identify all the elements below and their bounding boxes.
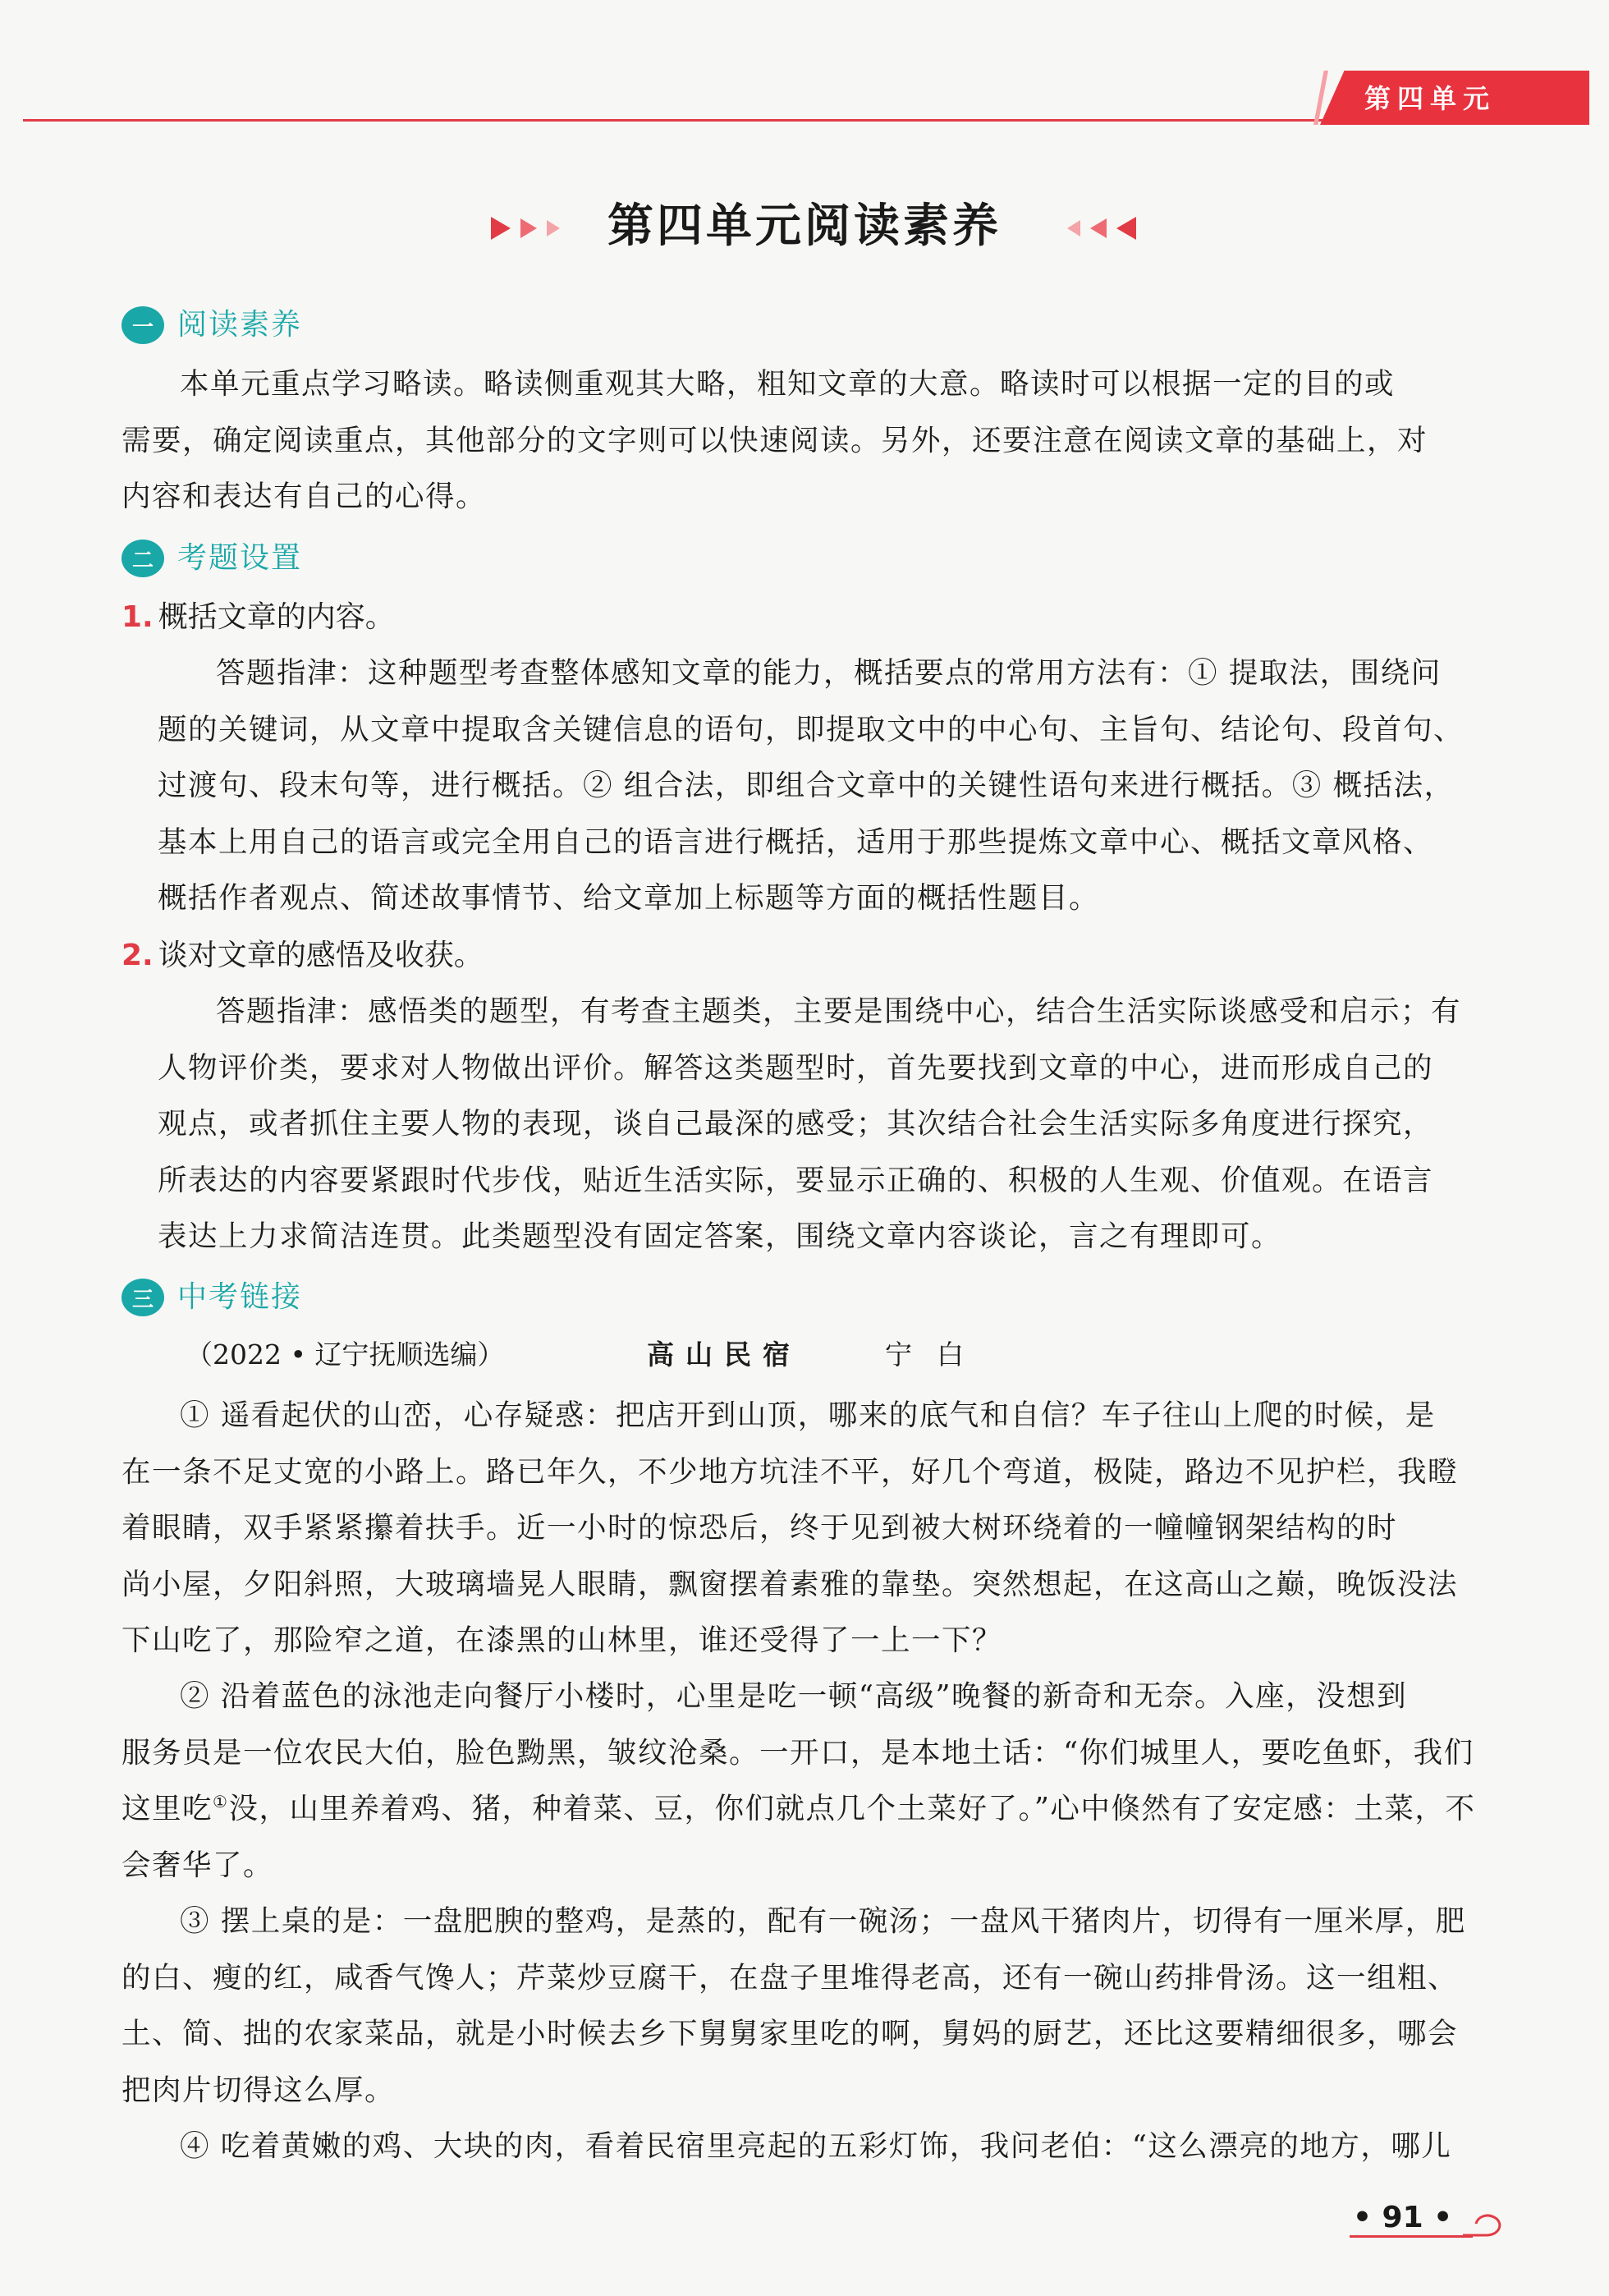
article-paragraph-3	[121, 1894, 1501, 2119]
unit-tab-label: 第四单元	[1364, 83, 1497, 114]
title-arrows-left-icon	[486, 212, 576, 245]
article-heading-row	[186, 1332, 1499, 1378]
footnote-marker: ①	[213, 1792, 229, 1812]
title-arrows-right-icon	[1051, 212, 1141, 245]
item-number: 1.	[121, 600, 154, 634]
article-paragraph-2	[121, 1669, 1501, 1894]
article-paragraph-4	[121, 2119, 1501, 2175]
article-title: 高山民宿	[647, 1339, 801, 1371]
section-heading-exam	[121, 535, 302, 581]
text-line: 的白、瘦的红，咸香气馋人；芹菜炒豆腐干，在盘子里堆得老高，还有一碗山药排骨汤。这一组粗、	[121, 1960, 1459, 1995]
footer-curl-icon	[1461, 2204, 1507, 2237]
text-line: 服务员是一位农民大伯，脸色黝黑，皱纹沧桑。一开口，是本地土话：“你们城里人，要吃鱼虾，我们	[121, 1735, 1474, 1770]
section-badge: 一	[121, 306, 164, 344]
text-line: 所表达的内容要紧跟时代步伐，贴近生活实际，要显示正确的、积极的人生观、价值观。在语言	[158, 1163, 1434, 1197]
page-title: 第四单元阅读素养	[607, 200, 1002, 253]
text-line: 土、简、拙的农家菜品，就是小时候去乡下舅舅家里吃的啊，舅妈的厨艺，还比这要精细很多，哪会	[121, 2017, 1459, 2050]
text-line: 人物评价类，要求对人物做出评价。解答这类题型时，首先要找到文章的中心，进而形成自己的	[158, 1050, 1434, 1085]
text-line: ② 沿着蓝色的泳池走向餐厅小楼时，心里是吃一顿“高级”晚餐的新奇和无奈。入座，没想到	[180, 1679, 1408, 1713]
item-label: 谈对文章的感悟及收获。	[158, 939, 484, 972]
article-paragraph-1	[121, 1388, 1501, 1669]
section-badge: 三	[121, 1279, 164, 1316]
text-line: 表达上力求简洁连贯。此类题型没有固定答案，围绕文章内容谈论，言之有理即可。	[158, 1219, 1282, 1253]
text-line: ④ 吃着黄嫩的鸡、大块的肉，看着民宿里亮起的五彩灯饰，我问老伯：“这么漂亮的地方，哪儿	[180, 2129, 1452, 2163]
text-line	[121, 1781, 1501, 1838]
article-author: 宁白	[885, 1339, 988, 1371]
text-line: 在一条不足丈宽的小路上。路已年久，不少地方坑洼不平，好几个弯道，极陡，路边不见护栏，我瞪	[121, 1454, 1459, 1489]
text-line: 会奢华了。	[121, 1848, 274, 1882]
item-label: 概括文章的内容。	[158, 600, 395, 634]
text-line: ③ 摆上桌的是：一盘肥腴的整鸡，是蒸的，配有一碗汤；一盘风干猪肉片，切得有一厘米厚，肥	[180, 1904, 1466, 1938]
item-number: 2.	[121, 939, 154, 972]
text-line: 着眼睛，双手紧紧攥着扶手。近一小时的惊恐后，终于见到被大树环绕着的一幢幢钢架结构的时	[121, 1511, 1398, 1545]
section1-paragraph	[121, 356, 1501, 526]
text-line: 内容和表达有自己的心得。	[121, 480, 487, 513]
text-line: 需要，确定阅读重点，其他部分的文字则可以快速阅读。另外，还要注意在阅读文章的基础上，对	[121, 423, 1428, 457]
section-heading-reading	[121, 302, 302, 348]
section-badge: 二	[121, 540, 164, 577]
section-title: 中考链接	[177, 1280, 303, 1314]
text-line: 观点，或者抓住主要人物的表现，谈自己最深的感受；其次结合社会生活实际多角度进行探究，	[158, 1107, 1434, 1141]
text-line: 答题指津：这种题型考查整体感知文章的能力，概括要点的常用方法有：① 提取法，围绕问	[216, 656, 1442, 690]
text-line: 下山吃了，那险窄之道，在漆黑的山林里，谁还受得了一上一下？	[121, 1623, 1003, 1657]
section-title: 考题设置	[177, 541, 303, 575]
header-rule	[23, 119, 1336, 122]
text-fragment: 这里吃	[121, 1792, 213, 1825]
text-line: 概括作者观点、简述故事情节、给文章加上标题等方面的概括性题目。	[158, 881, 1100, 915]
article-source: （2022 • 辽宁抚顺选编）	[186, 1339, 505, 1371]
footer-rule	[1350, 2235, 1473, 2238]
exam-item-1-guide	[158, 645, 1501, 927]
exam-item-2-guide	[158, 984, 1501, 1265]
text-line: 答题指津：感悟类的题型，有考查主题类，主要是围绕中心，结合生活实际谈感受和启示；有	[216, 994, 1462, 1028]
section-title: 阅读素养	[177, 308, 303, 342]
exam-item-2	[121, 933, 484, 979]
text-line: 把肉片切得这么厚。	[121, 2073, 396, 2107]
page-number: • 91 •	[1353, 2201, 1453, 2234]
text-line: 过渡句、段末句等，进行概括。② 组合法，即组合文章中的关键性语句来进行概括。③ 概括法，	[158, 769, 1455, 802]
text-line: 尚小屋，夕阳斜照，大玻璃墙晃人眼睛，飘窗摆着素雅的靠垫。突然想起，在这高山之巅，晚饭没法	[121, 1567, 1459, 1601]
text-fragment: 没，山里养着鸡、猪，种着菜、豆，你们就点几个土菜好了。”心中倏然有了安定感：土菜，不	[228, 1792, 1476, 1825]
text-line: ① 遥看起伏的山峦，心存疑惑：把店开到山顶，哪来的底气和自信？车子往山上爬的时候，是	[180, 1398, 1436, 1432]
text-line: 基本上用自己的语言或完全用自己的语言进行概括，适用于那些提炼文章中心、概括文章风格、	[158, 824, 1434, 859]
text-line: 本单元重点学习略读。略读侧重观其大略，粗知文章的大意。略读时可以根据一定的目的或	[180, 367, 1396, 401]
exam-item-1	[121, 595, 395, 641]
text-line: 题的关键词，从文章中提取含关键信息的语句，即提取文中的中心句、主旨句、结论句、段首句、	[158, 712, 1465, 746]
section-heading-exam-link	[121, 1274, 302, 1320]
